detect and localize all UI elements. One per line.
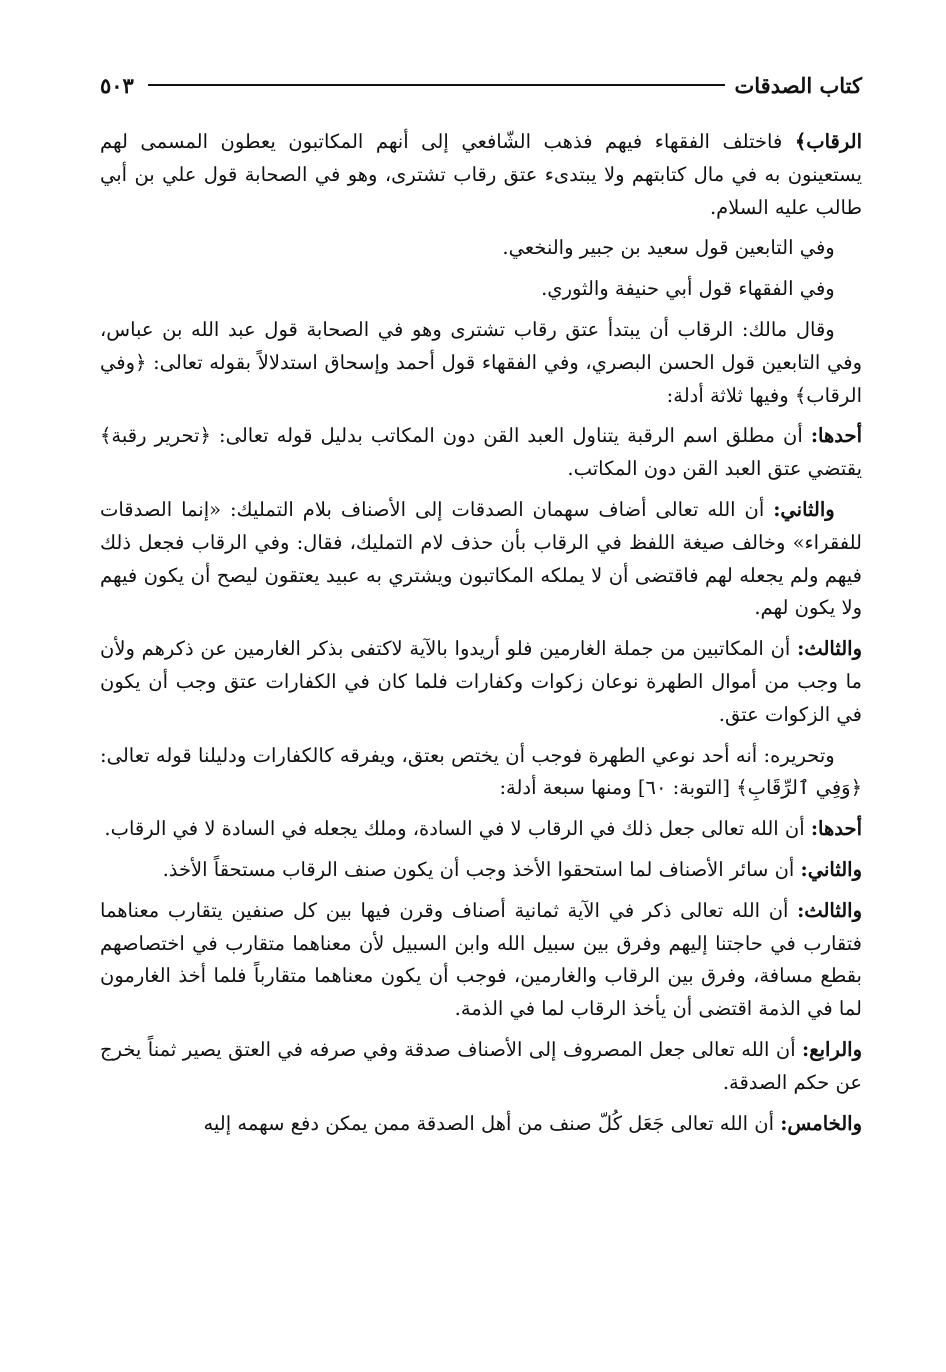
paragraph — [100, 854, 862, 887]
paragraph-lead: أحدها: — [810, 424, 862, 448]
paragraph-text: أن الله تعالى جعل المصروف إلى الأصناف صدقة وفي صرفه في العتق يصير ثمناً يخرج عن حكم الصدقة. — [100, 1037, 862, 1094]
paragraph-text: وقال مالك: الرقاب أن يبتدأ عتق رقاب تشترى وهو في الصحابة قول عبد الله بن عباس، وفي التابعين قول الحسن البصري، وفي الفقهاء قول أحمد وإسحاق استدلالاً بقوله تعالى: ﴿وفي الرقاب﴾ وفيها ثلاثة أدلة: — [100, 317, 862, 407]
paragraph-lead: والثالث: — [797, 898, 862, 922]
paragraph-text: أن الله تعالى جَعَل كُلّ صنف من أهل الصدقة ممن يمكن دفع سهمه إليه — [203, 1111, 781, 1135]
page-header — [100, 70, 862, 100]
paragraph-lead: والرابع: — [802, 1037, 862, 1061]
paragraph — [100, 314, 862, 412]
paragraph — [100, 895, 862, 1026]
page-number: ٥٠٣ — [100, 72, 134, 98]
header-rule — [148, 84, 725, 86]
body-text — [100, 126, 862, 1148]
paragraph-text: أن الله تعالى أضاف سهمان الصدقات إلى الأصناف بلام التمليك: «إنما الصدقات للفقراء» وخالف صيغة اللفظ في الرقاب بأن حذف لام التمليك، فقال: وفي الرقاب فجعل ذلك فيهم ولم يجعله لهم فاقتضى أن لا يملكه المكاتبون ويشتري به عبيد يعتقون ليصح أن يكون فيهم ولا يكون لهم. — [100, 497, 862, 620]
paragraph-text: أن الله تعالى جعل ذلك في الرقاب لا في السادة، وملك يجعله في السادة لا في الرقاب. — [104, 817, 811, 841]
paragraph-lead: والثاني: — [800, 857, 862, 881]
paragraph — [100, 813, 862, 846]
paragraph-text: وتحريره: أنه أحد نوعي الطهرة فوجب أن يختص بعتق، ويفرقه كالكفارات ودليلنا قوله تعالى: ﴿وَفِي ٱلرِّقَابِ﴾ [التوبة: ٦٠] ومنها سبعة أدلة: — [100, 743, 862, 800]
running-title: كتاب الصدقات — [734, 72, 862, 98]
paragraph — [100, 1108, 862, 1141]
paragraph-text: وفي الفقهاء قول أبي حنيفة والثوري. — [541, 277, 835, 301]
paragraph — [100, 494, 862, 625]
paragraph-lead: والثالث: — [797, 637, 862, 661]
paragraph-text: أن سائر الأصناف لما استحقوا الأخذ وجب أن يكون صنف الرقاب مستحقاً الأخذ. — [162, 857, 801, 881]
paragraph — [100, 633, 862, 731]
paragraph-text: أن المكاتبين من جملة الغارمين فلو أريدوا بالآية لاكتفى بذكر الغارمين عن ذكرهم ولأن ما وجب من أموال الطهرة نوعان زكوات وكفارات فلما كان في الكفارات عتق وجب أن يكون في الزكوات عتق. — [100, 637, 862, 726]
paragraph-text: وفي التابعين قول سعيد بن جبير والنخعي. — [502, 236, 835, 260]
paragraph-lead: والثاني: — [773, 497, 835, 521]
paragraph-text: فاختلف الفقهاء فيهم فذهب الشّافعي إلى أنهم المكاتبون يعطون المسمى لهم يستعينون به في مال كتابتهم ولا يبتدىء عتق رقاب تشترى، وهو في الصحابة قول علي بن أبي طالب عليه السلام. — [100, 130, 862, 219]
paragraph-lead: والخامس: — [780, 1111, 862, 1135]
book-page — [100, 0, 862, 1372]
paragraph — [100, 126, 862, 224]
paragraph-lead: الرقاب﴾ — [794, 130, 862, 153]
paragraph — [100, 232, 862, 265]
paragraph-text: أن الله تعالى ذكر في الآية ثمانية أصناف وقرن فيها بين كل صنفين يتقارب معناهما فتقارب في حاجتنا إليهم وفرق بين سبيل الله وابن السبيل لأن معناهما متقارب في اختصاصهم بقطع مسافة، وفرق بين الرقاب والغارمين، فوجب أن يكون معناهما متقارباً فلما أخذ الغارمون لما في الذمة اقتضى أن يأخذ الرقاب لما في الذمة. — [100, 898, 862, 1021]
paragraph — [100, 1034, 862, 1100]
paragraph — [100, 273, 862, 306]
paragraph-text: أن مطلق اسم الرقبة يتناول العبد القن دون المكاتب بدليل قوله تعالى: ﴿تحرير رقبة﴾ يقتضي عتق العبد القن دون المكاتب. — [100, 424, 862, 481]
paragraph — [100, 740, 862, 806]
paragraph-lead: أحدها: — [810, 817, 862, 841]
paragraph — [100, 420, 862, 486]
